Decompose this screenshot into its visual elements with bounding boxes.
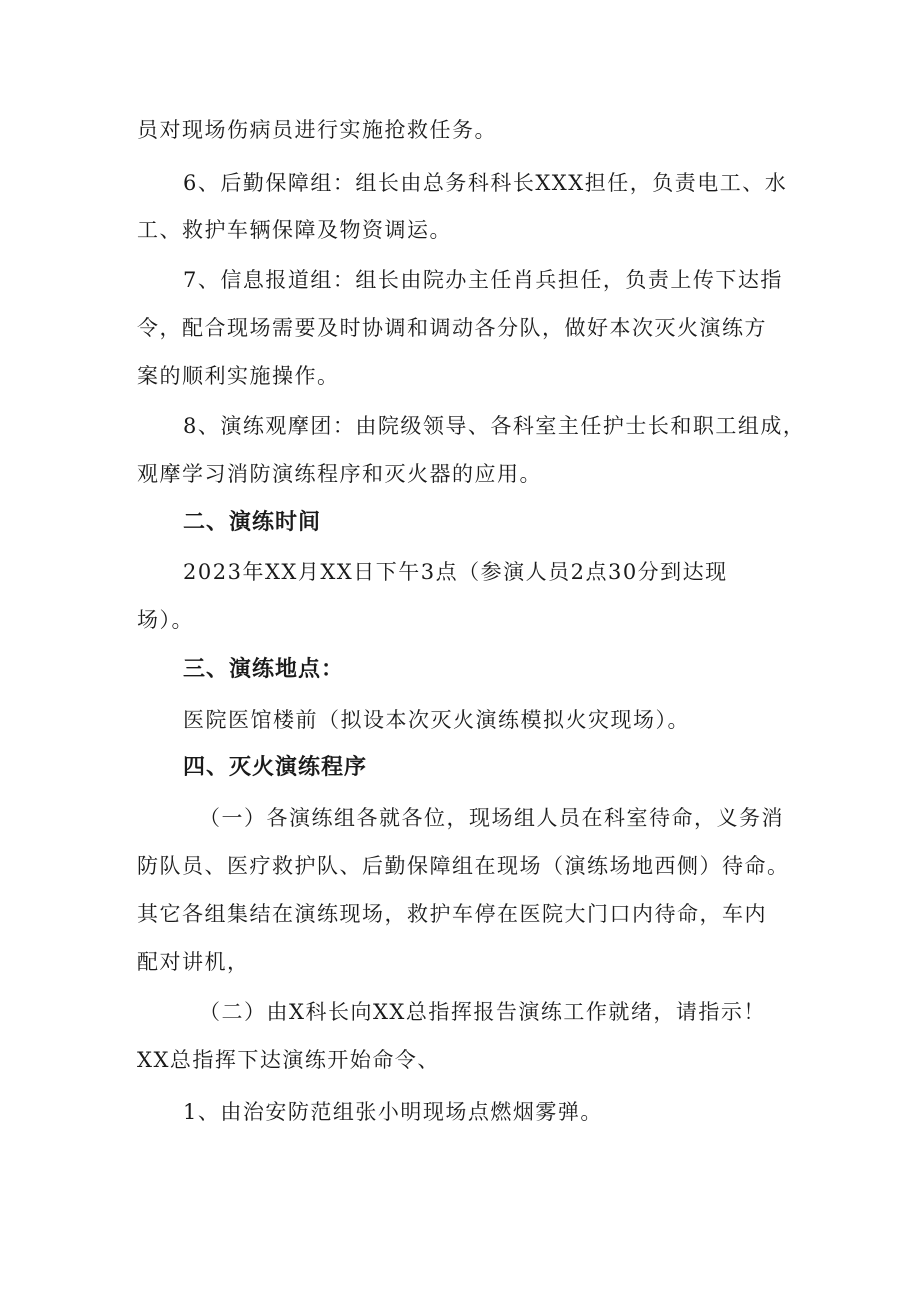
section-heading: 三、演练地点： <box>183 657 345 682</box>
paragraph-line: 医院医馆楼前（拟设本次灭火演练模拟火灾现场）。 <box>183 708 690 732</box>
paragraph-line: 其它各组集结在演练现场，救护车停在医院大门口内待命，车内 <box>137 902 767 926</box>
paragraph-line: 场）。 <box>137 608 194 632</box>
paragraph-line: 防队员、医疗救护队、后勤保障组在现场（演练场地西侧）待命。 <box>137 854 790 878</box>
paragraph-line: 案的顺利实施操作。 <box>137 364 340 388</box>
paragraph-line: 2023年XX月XX日下午3点（参演人员2点30分到达现 <box>183 560 728 584</box>
paragraph-line: 7、信息报道组：组长由院办主任肖兵担任，负责上传下达指 <box>183 268 783 292</box>
section-heading: 二、演练时间 <box>183 510 322 535</box>
paragraph-line: 令，配合现场需要及时协调和调动各分队，做好本次灭火演练方 <box>137 316 767 340</box>
paragraph-line: 工、救护车辆保障及物资调运。 <box>137 218 452 242</box>
paragraph-line: 员对现场伤病员进行实施抢救任务。 <box>137 118 497 142</box>
paragraph-line: 观摩学习消防演练程序和灭火器的应用。 <box>137 462 542 486</box>
paragraph-line: （二）由X科长向XX总指挥报告演练工作就绪，请指示！ <box>199 1000 766 1024</box>
paragraph-line: 1、由治安防范组张小明现场点燃烟雾弹。 <box>183 1100 603 1124</box>
paragraph-line: 配对讲机， <box>137 950 250 974</box>
section-heading: 四、灭火演练程序 <box>183 755 368 780</box>
paragraph-line: （一）各演练组各就各位，现场组人员在科室待命，义务消 <box>199 806 784 830</box>
paragraph-line: 8、演练观摩团：由院级领导、各科室主任护士长和职工组成， <box>183 414 806 438</box>
paragraph-line: XX总指挥下达演练开始命令、 <box>137 1048 440 1072</box>
paragraph-line: 6、后勤保障组：组长由总务科科长XXX担任，负责电工、水 <box>183 171 788 195</box>
